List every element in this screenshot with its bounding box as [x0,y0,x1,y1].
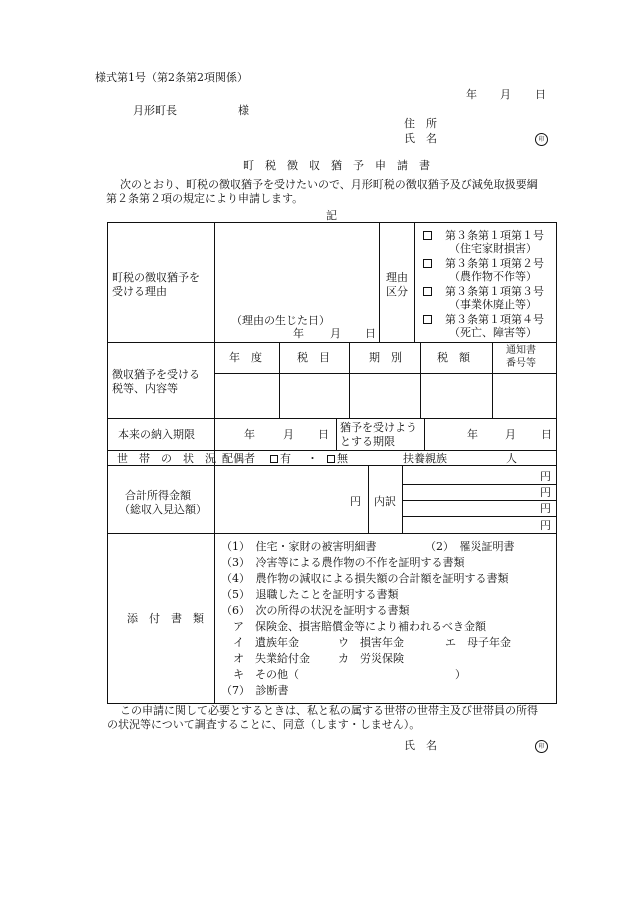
reason-option-2-checkbox[interactable] [423,259,432,268]
reason-option-2-note: （農作物不作等） [449,270,537,283]
column-header-period: 期 別 [369,351,402,364]
attachment-item-7: （7） 診断書 [221,684,289,697]
attachment-item-6: （6） 次の所得の状況を証明する書類 [221,604,410,617]
column-header-notice-line-2: 番号等 [506,358,536,369]
spouse-option-separator: ・ [307,452,318,465]
income-breakdown-label: 内訳 [374,495,396,508]
attachment-sub-i: イ 遺族年金 [233,636,299,649]
breakdown-yen-2: 円 [540,486,551,499]
breakdown-yen-3: 円 [540,502,551,515]
reason-option-1-label: 第３条第１項第１号 [445,229,544,242]
attachment-item-4: （4） 農作物の減収による損失額の合計額を証明する書類 [221,572,509,585]
spouse-yes-checkbox[interactable] [270,455,278,463]
total-income-label-line-1: 合計所得金額 [125,489,191,502]
column-header-fiscal-year: 年 度 [229,351,262,364]
attachment-item-2: （2） 罹災証明書 [425,540,515,553]
ki-marker: 記 [326,209,337,222]
reason-occurred-month: 月 [330,327,341,340]
breakdown-yen-1: 円 [540,470,551,483]
original-deadline-year: 年 [244,428,255,441]
reason-option-2-label: 第３条第１項第２号 [445,257,544,270]
form-number: 様式第1号（第2条第2項関係） [95,71,248,84]
intro-line-1: 次のとおり、町税の徴収猶予を受けたいので、月形町税の徴収猶予及び減免取扱要綱 [120,178,538,191]
reason-option-1-checkbox[interactable] [423,231,432,240]
tax-details-label-line-1: 徴収猶予を受ける [112,368,200,381]
date-year-label: 年 [466,88,477,101]
attachment-sub-ka: カ 労災保険 [338,652,404,665]
reason-option-3-label: 第３条第１項第３号 [445,285,544,298]
reason-category-label-line-1: 理由 [386,271,408,284]
dependents-unit: 人 [506,452,517,465]
attachment-sub-ki: キ その他（ [233,668,299,681]
attachments-label: 添 付 書 類 [127,612,204,625]
attachment-sub-ki-close: ） [455,668,466,681]
reason-option-4-label: 第３条第１項第４号 [445,313,544,326]
column-header-tax-amount: 税 額 [437,351,470,364]
attachment-sub-e: エ 母子年金 [445,636,511,649]
date-month-label: 月 [500,88,511,101]
total-income-yen: 円 [350,495,361,508]
document-title: 町 税 徴 収 猶 予 申 請 書 [243,159,430,172]
household-status-label: 世 帯 の 状 況 [117,452,216,465]
reason-label-line-2: 受ける理由 [112,285,167,298]
original-deadline-month: 月 [283,428,294,441]
attachment-item-3: （3） 冷害等による農作物の不作を証明する書類 [221,556,465,569]
addressee: 月形町長 [133,104,177,117]
attachment-sub-u: ウ 損害年金 [338,636,404,649]
spouse-yes-option[interactable]: 有 [270,452,291,465]
reason-option-3-note: （事業休廃止等） [449,298,537,311]
reason-option-4-checkbox[interactable] [423,315,432,324]
deferral-deadline-year: 年 [467,428,478,441]
reason-occurred-label: （理由の生じた日） [231,314,330,327]
total-income-label-line-2: （総収入見込額） [119,503,207,516]
attachment-sub-a: ア 保険金、損害賠償金等により補われるべき金額 [233,620,486,633]
date-day-label: 日 [535,88,546,101]
reason-category-label-line-2: 区分 [386,285,408,298]
deferral-deadline-label-line-2: とする期限 [340,435,395,448]
original-deadline-label: 本来の納入期限 [118,428,195,441]
spouse-label: 配偶者 [222,452,255,465]
column-header-tax-item: 税 目 [297,351,330,364]
reason-occurred-year: 年 [293,327,304,340]
reason-label-line-1: 町税の徴収猶予を [112,271,200,284]
applicant-address-label: 住 所 [404,117,437,130]
reason-occurred-day: 日 [365,327,376,340]
applicant-name-label: 氏 名 [404,132,437,145]
attachment-item-5: （5） 退職したことを証明する書類 [221,588,399,601]
seal-mark-icon: 印 [535,133,548,146]
column-header-notice-line-1: 通知書 [506,345,536,356]
attachment-item-1: （1） 住宅・家財の被害明細書 [221,540,377,553]
consent-name-label: 氏 名 [404,739,437,752]
dependents-label: 扶養親族 [403,452,447,465]
tax-details-label-line-2: 税等、内容等 [112,382,178,395]
breakdown-yen-4: 円 [540,519,551,532]
deferral-deadline-month: 月 [505,428,516,441]
reason-option-3-checkbox[interactable] [423,287,432,296]
attachment-sub-o: オ 失業給付金 [233,652,310,665]
deferral-deadline-day: 日 [541,428,552,441]
spouse-no-option[interactable]: 無 [327,452,348,465]
consent-line-1: この申請に関して必要とするときは、私と私の属する世帯の世帯主及び世帯員の所得 [120,704,538,717]
reason-option-1-note: （住宅家財損害） [449,242,537,255]
consent-seal-mark-icon: 印 [535,740,548,753]
intro-line-2: 第２条第２項の規定により申請します。 [106,192,304,205]
spouse-no-checkbox[interactable] [327,455,335,463]
original-deadline-day: 日 [318,428,329,441]
addressee-honorific: 様 [238,104,249,117]
reason-option-4-note: （死亡、障害等） [449,326,537,339]
deferral-deadline-label-line-1: 猶予を受けよう [340,421,417,434]
consent-line-2: の状況等について調査することに、同意（します・しません）。 [107,718,421,731]
